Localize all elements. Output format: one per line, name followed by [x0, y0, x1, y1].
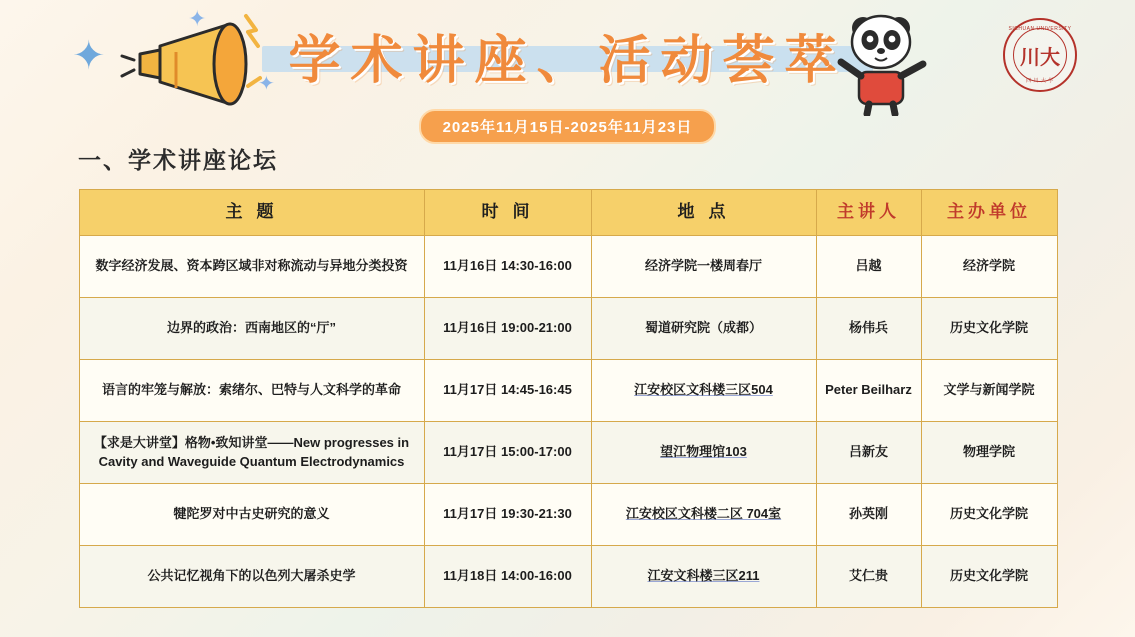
- table-row: [79, 422, 1057, 484]
- column-header-place: 地 点: [591, 190, 816, 236]
- cell-topic: 公共记忆视角下的以色列大屠杀史学: [79, 546, 424, 608]
- cell-host: 文学与新闻学院: [921, 360, 1057, 422]
- cell-place: 望江物理馆103: [591, 422, 816, 484]
- cell-topic: 数字经济发展、资本跨区域非对称流动与异地分类投资: [79, 236, 424, 298]
- cell-host: 历史文化学院: [921, 484, 1057, 546]
- cell-place: 江安文科楼三区211: [591, 546, 816, 608]
- banner-title-block: [0, 12, 1135, 144]
- cell-topic: 边界的政治：西南地区的“厅”: [79, 298, 424, 360]
- column-header-topic: 主 题: [79, 190, 424, 236]
- lectures-table-wrap: [79, 189, 1057, 608]
- cell-speaker: 吕越: [816, 236, 921, 298]
- table-body: [79, 236, 1057, 608]
- cell-speaker: 吕新友: [816, 422, 921, 484]
- cell-host: 经济学院: [921, 236, 1057, 298]
- seal-bottom-text: 四 川 大 学: [1026, 78, 1054, 84]
- page-banner: [0, 0, 1135, 136]
- cell-time: 11月16日 14:30-16:00: [424, 236, 591, 298]
- sparkle-icon: ✦: [72, 34, 106, 78]
- table-row: [79, 236, 1057, 298]
- lectures-table: [79, 189, 1058, 608]
- cell-time: 11月16日 19:00-21:00: [424, 298, 591, 360]
- column-header-speaker: 主讲人: [816, 190, 921, 236]
- cell-place: 江安校区文科楼三区504: [591, 360, 816, 422]
- cell-speaker: 杨伟兵: [816, 298, 921, 360]
- cell-time: 11月17日 15:00-17:00: [424, 422, 591, 484]
- cell-speaker: Peter Beilharz: [816, 360, 921, 422]
- cell-time: 11月17日 19:30-21:30: [424, 484, 591, 546]
- column-header-time: 时 间: [424, 190, 591, 236]
- seal-top-text: SICHUAN UNIVERSITY: [1008, 26, 1072, 32]
- sparkle-icon: ✦: [188, 6, 207, 31]
- table-row: [79, 484, 1057, 546]
- cell-host: 历史文化学院: [921, 546, 1057, 608]
- cell-topic: 犍陀罗对中古史研究的意义: [79, 484, 424, 546]
- banner-title: [262, 12, 872, 103]
- sparkle-icon: ✦: [258, 73, 275, 95]
- column-header-host: 主办单位: [921, 190, 1057, 236]
- table-row: [79, 298, 1057, 360]
- cell-host: 历史文化学院: [921, 298, 1057, 360]
- university-seal-icon: [1003, 18, 1077, 92]
- table-row: [79, 360, 1057, 422]
- cell-topic: 【求是大讲堂】格物•致知讲堂——New progresses in Cavity and Waveguide Quantum Electrodynamics: [79, 422, 424, 484]
- banner-date-range: 2025年11月15日-2025年11月23日: [419, 109, 717, 144]
- banner-title-text: 学术讲座、活动荟萃: [288, 30, 847, 91]
- cell-host: 物理学院: [921, 422, 1057, 484]
- cell-topic: 语言的牢笼与解放：索绪尔、巴特与人文科学的革命: [79, 360, 424, 422]
- table-row: [79, 546, 1057, 608]
- cell-time: 11月17日 14:45-16:45: [424, 360, 591, 422]
- seal-center-text: 川大: [1013, 28, 1067, 82]
- cell-speaker: 孙英刚: [816, 484, 921, 546]
- section-heading: 一、学术讲座论坛: [78, 147, 278, 174]
- cell-place: 蜀道研究院（成都）: [591, 298, 816, 360]
- cell-speaker: 艾仁贵: [816, 546, 921, 608]
- table-header-row: [79, 190, 1057, 236]
- cell-place: 经济学院一楼周春厅: [591, 236, 816, 298]
- cell-time: 11月18日 14:00-16:00: [424, 546, 591, 608]
- cell-place: 江安校区文科楼二区 704室: [591, 484, 816, 546]
